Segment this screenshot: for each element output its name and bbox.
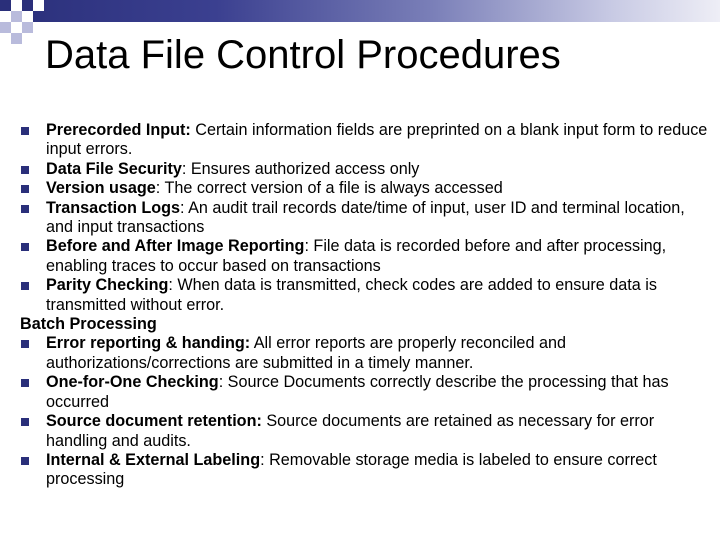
- slide-title: Data File Control Procedures: [45, 33, 561, 77]
- list-item: [20, 160, 710, 179]
- list-item: [20, 276, 710, 315]
- item-term: Source document retention:: [46, 412, 262, 431]
- item-text: : When data is transmitted, check codes are added to ensure data is transmitted without error.: [46, 276, 657, 314]
- item-text: Source documents are retained as necessary for error handling and audits.: [46, 412, 655, 450]
- item-term: Prerecorded Input:: [46, 121, 191, 139]
- list-item: [20, 199, 710, 238]
- list-item: [20, 373, 710, 412]
- square-bullet-icon: [21, 243, 29, 251]
- item-text: : Source Documents correctly describe the processing that has occurred: [46, 373, 669, 411]
- item-text: All error reports are properly reconciled and authorizations/corrections are submitted in a timely manner.: [46, 334, 566, 372]
- square-bullet-icon: [21, 340, 29, 348]
- square-bullet-icon: [21, 205, 29, 213]
- list-item: [20, 334, 710, 373]
- item-text: : File data is recorded before and after processing, enabling traces to occur based on transactions: [46, 237, 667, 275]
- section-heading: Batch Processing: [20, 315, 157, 334]
- item-text: Certain information fields are preprinted on a blank input form to reduce input errors.: [46, 121, 708, 159]
- square-bullet-icon: [21, 127, 29, 135]
- list-item: [20, 121, 710, 160]
- item-text: : An audit trail records date/time of input, user ID and terminal location, and input transactions: [46, 198, 685, 237]
- item-text: : Ensures authorized access only: [181, 159, 420, 178]
- item-term: Version usage: [46, 179, 156, 198]
- item-term: One-for-One Checking: [46, 373, 219, 392]
- header-bar: [0, 0, 720, 22]
- item-term: Transaction Logs: [46, 198, 181, 217]
- square-bullet-icon: [21, 379, 29, 387]
- list-item: [20, 412, 710, 451]
- list-item: [20, 179, 710, 198]
- item-term: Before and After Image Reporting: [46, 237, 305, 256]
- square-bullet-icon: [21, 457, 29, 465]
- item-term: Internal & External Labeling: [46, 450, 261, 469]
- square-bullet-icon: [21, 282, 29, 290]
- slide-body: [20, 121, 710, 490]
- list-item: [20, 237, 710, 276]
- item-term: Data File Security: [46, 159, 182, 178]
- square-bullet-icon: [21, 166, 29, 174]
- item-text: : Removable storage media is labeled to ensure correct processing: [46, 450, 657, 489]
- item-term: Error reporting & handing:: [46, 334, 251, 353]
- list-item: [20, 451, 710, 490]
- item-term: Parity Checking: [46, 276, 169, 295]
- square-bullet-icon: [21, 185, 29, 193]
- item-text: : The correct version of a file is always accessed: [155, 179, 503, 198]
- square-bullet-icon: [21, 418, 29, 426]
